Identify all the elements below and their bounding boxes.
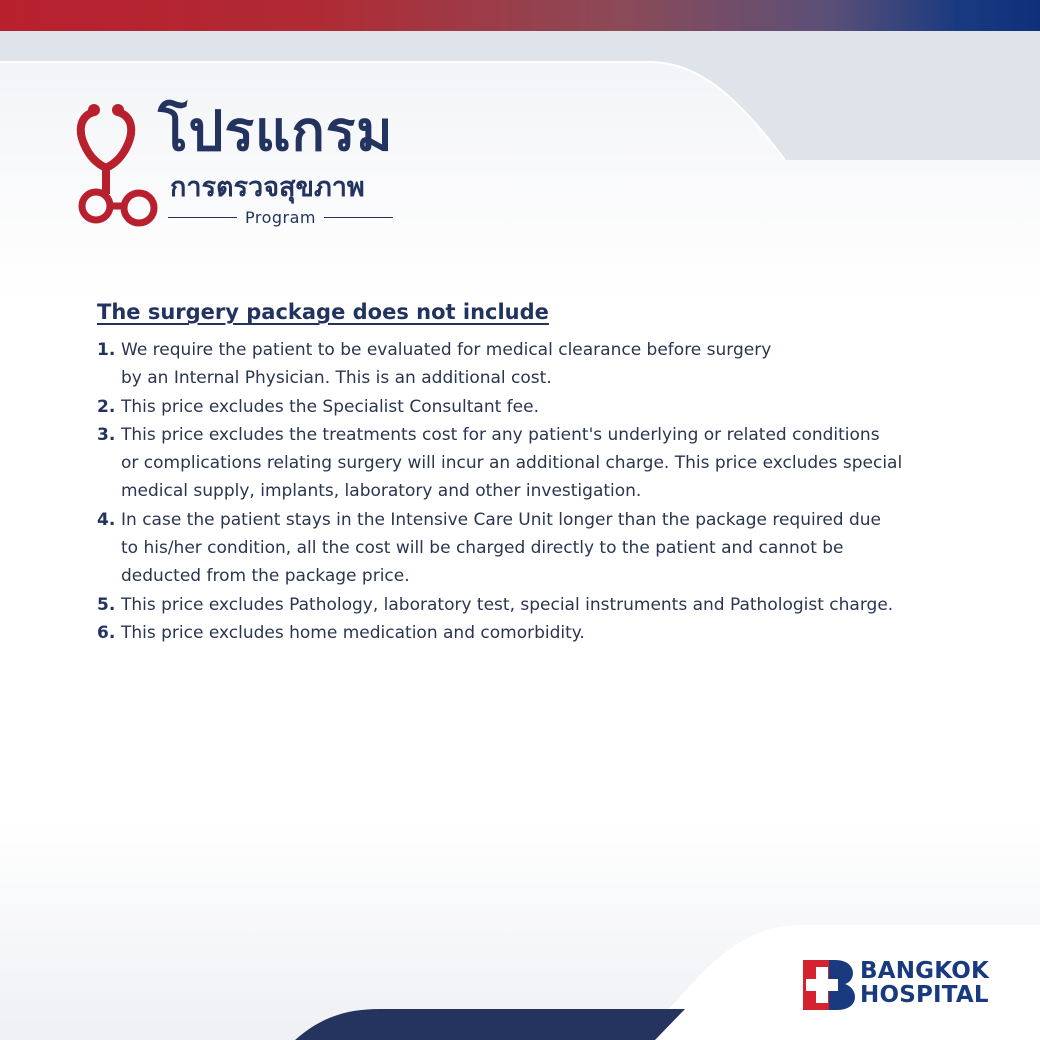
bangkok-hospital-cross-icon [803,960,855,1010]
list-item-line: deducted from the package price. [121,566,410,587]
list-item-number: 5. [97,594,116,615]
bangkok-hospital-logo [803,960,1013,1012]
list-item-line: to his/her condition, all the cost will be charged directly to the patient and cannot be [121,538,844,559]
exclusions-list [97,336,947,647]
list-item-line: This price excludes the Specialist Consultant fee. [121,396,539,417]
list-item [97,591,947,619]
list-item [97,619,947,647]
list-item [97,506,947,591]
list-item [97,393,947,421]
list-item-line: medical supply, implants, laboratory and other investigation. [121,481,642,502]
logo-program-line [168,208,393,227]
list-item [97,336,947,393]
hospital-name [860,960,989,1007]
list-item-line: This price excludes Pathology, laboratory test, special instruments and Pathologist charge. [121,594,894,615]
list-item-line: We require the patient to be evaluated for medical clearance before surgery [121,340,772,360]
logo-rule-left [168,217,237,219]
list-item-line: by an Internal Physician. This is an additional cost. [121,368,552,389]
list-item-number: 4. [97,509,116,530]
hospital-name-line2: HOSPITAL [860,981,989,1008]
document-content [97,298,947,647]
logo-program-text: Program [245,208,317,227]
list-item-number: 2. [97,396,116,417]
logo-rule-right [324,217,393,219]
stethoscope-icon [76,98,166,228]
document-heading: The surgery package does not include [97,300,549,324]
hospital-name-line1: BANGKOK [860,958,990,984]
bottom-navy-shape [295,1009,685,1040]
program-logo [76,98,406,238]
list-item-number: 6. [97,622,116,643]
list-item [97,421,947,506]
logo-subtitle: การตรวจสุขภาพ [170,172,365,203]
list-item-line: This price excludes home medication and comorbidity. [121,622,585,643]
logo-title: โปรแกรม [158,99,394,163]
list-item-number: 3. [97,424,116,445]
list-item-number: 1. [97,340,116,360]
list-item-line: This price excludes the treatments cost for any patient's underlying or related conditions [121,424,880,445]
list-item-line: In case the patient stays in the Intensive Care Unit longer than the package required due [121,509,882,530]
list-item-line: or complications relating surgery will incur an additional charge. This price excludes special [121,453,903,474]
